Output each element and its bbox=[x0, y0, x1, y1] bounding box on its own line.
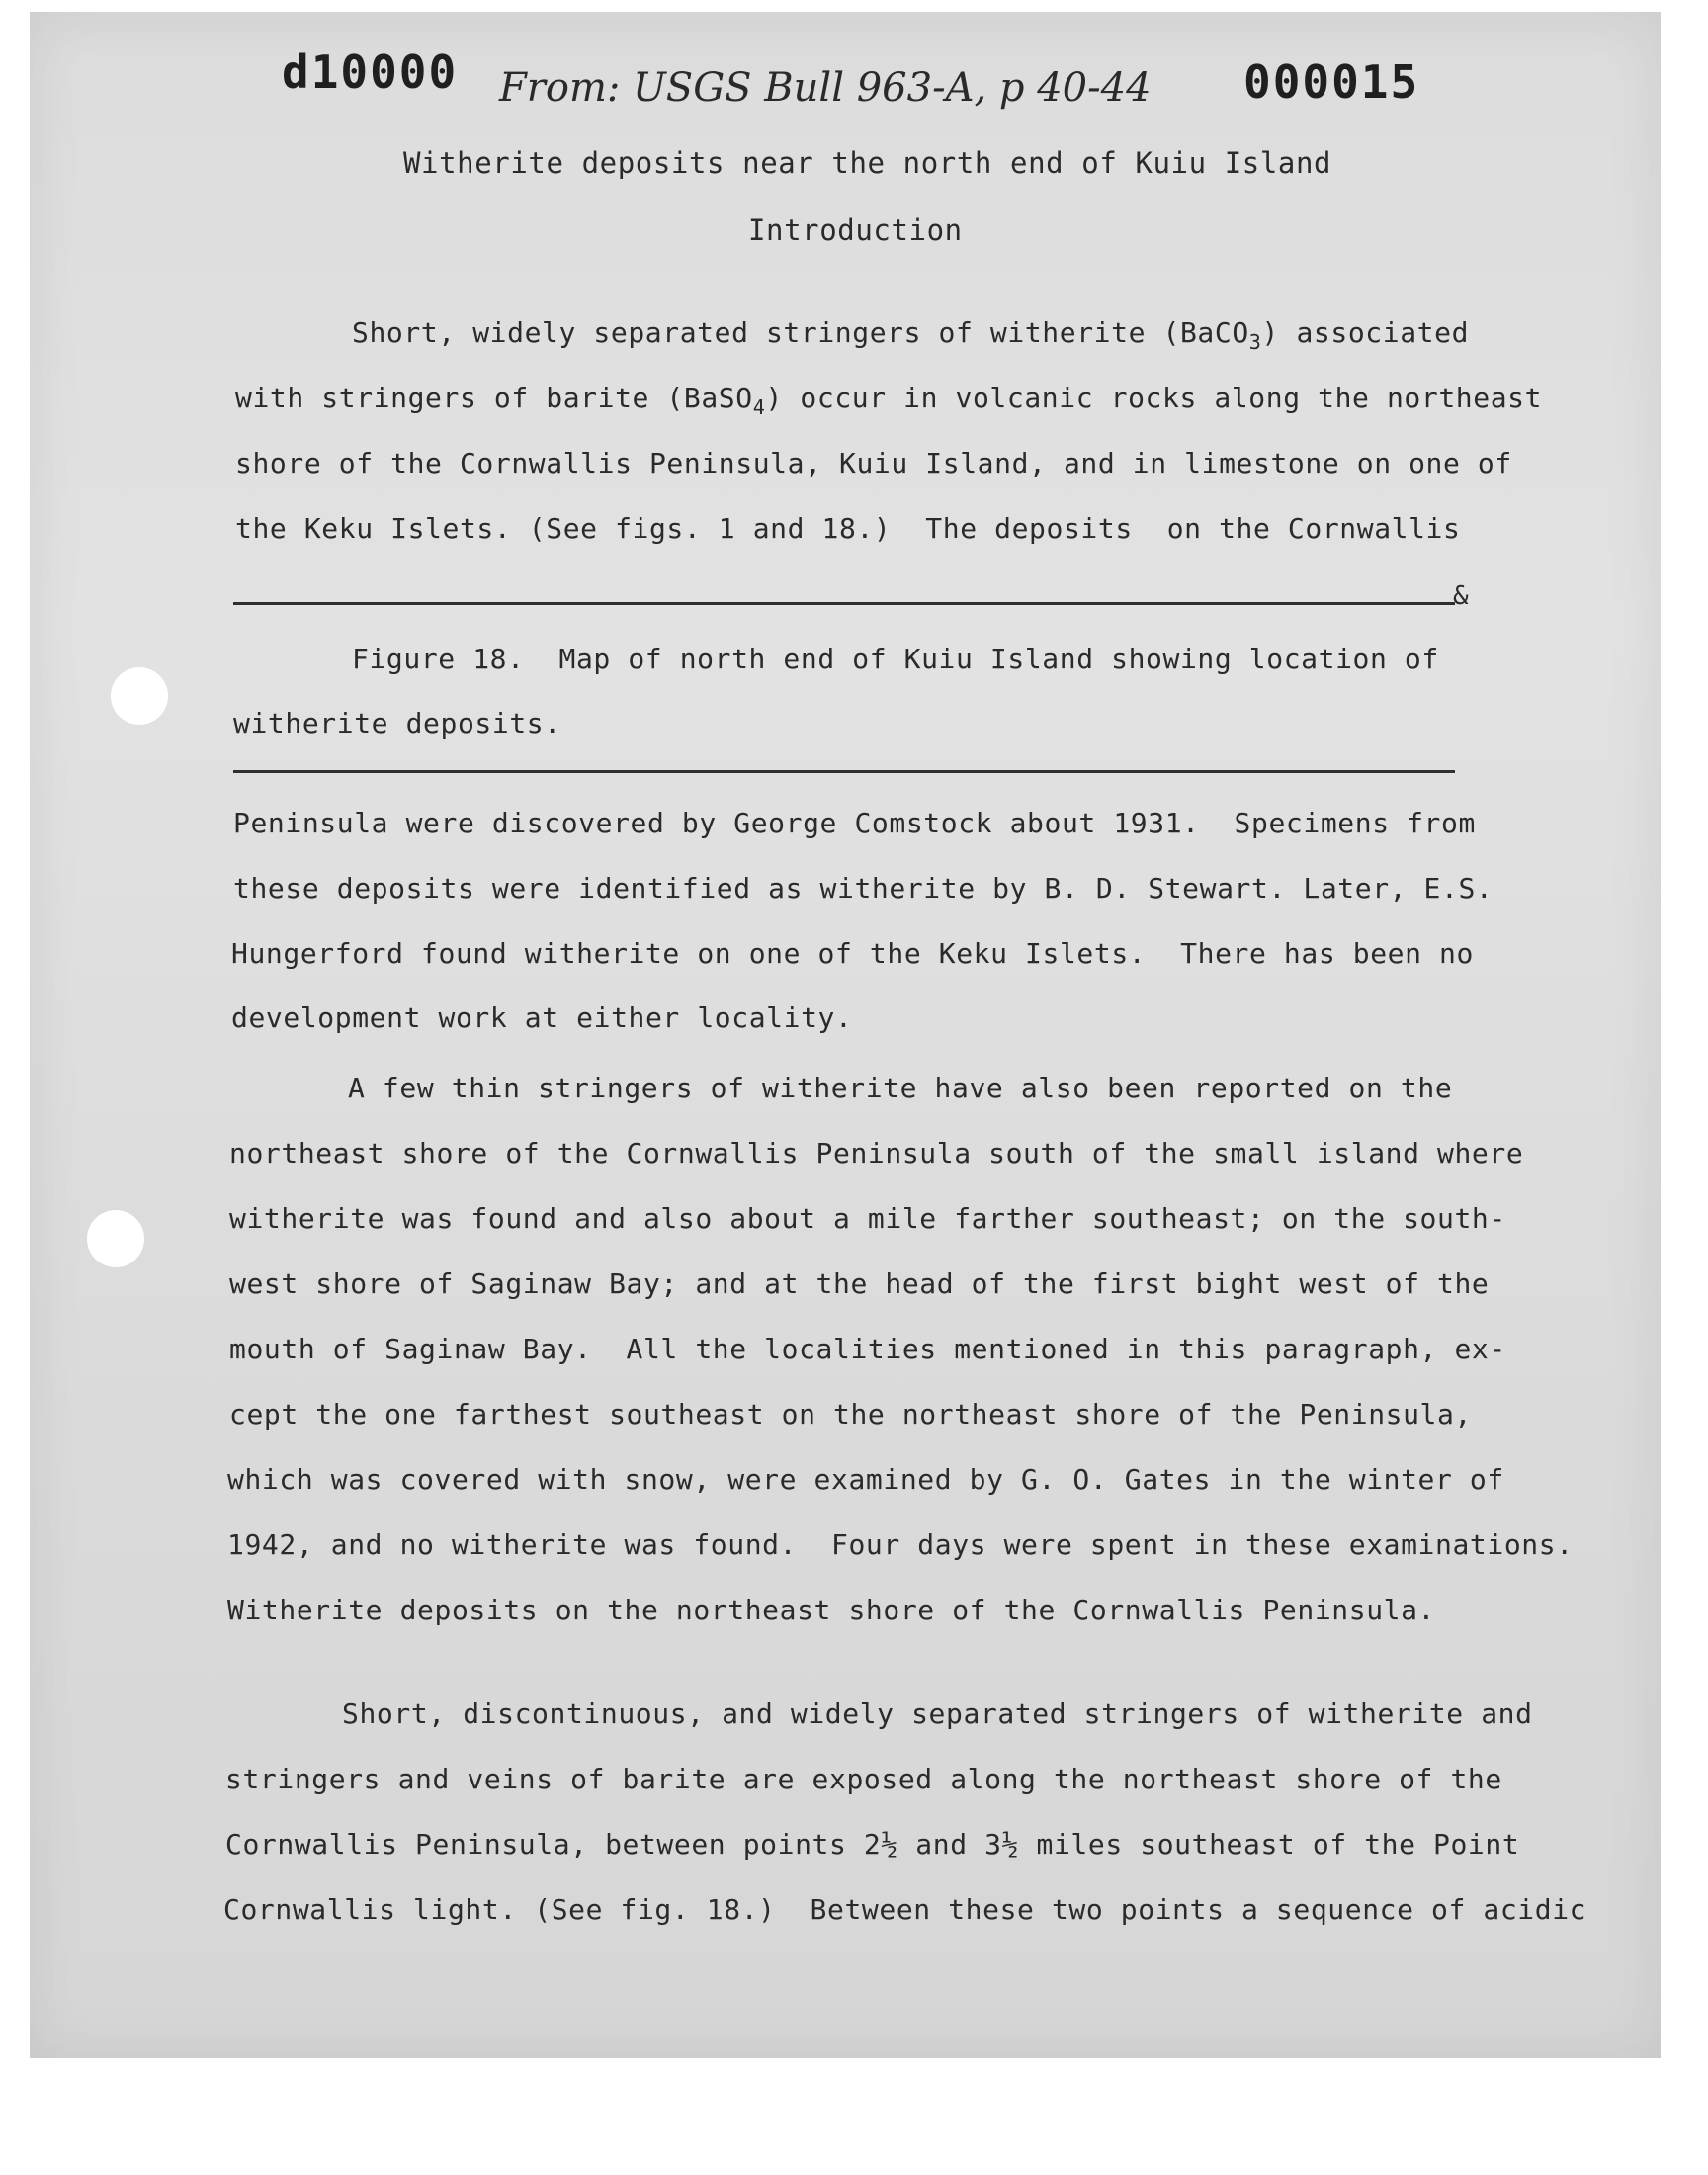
paragraph-line: A few thin stringers of witherite have also been reported on the bbox=[348, 1072, 1453, 1104]
punch-hole bbox=[111, 667, 168, 725]
paragraph-line: Peninsula were discovered by George Comstock about 1931. Specimens from bbox=[233, 807, 1476, 839]
punch-hole bbox=[87, 1210, 144, 1267]
document-id-right: 000015 bbox=[1243, 55, 1420, 109]
paragraph-line: development work at either locality. bbox=[231, 1001, 853, 1034]
paragraph-line: the Keku Islets. (See figs. 1 and 18.) The deposits on the Cornwallis bbox=[235, 512, 1461, 545]
figure-caption-line: witherite deposits. bbox=[233, 707, 561, 740]
paragraph-line: shore of the Cornwallis Peninsula, Kuiu Island, and in limestone on one of bbox=[235, 447, 1512, 479]
paragraph-line: witherite was found and also about a mile farther southeast; on the south- bbox=[229, 1202, 1506, 1235]
ampersand-mark: & bbox=[1453, 581, 1470, 611]
paragraph-line: west shore of Saginaw Bay; and at the head of the first bight west of the bbox=[229, 1267, 1490, 1300]
paragraph-line: Short, widely separated stringers of witherite (BaCO$_3$) associated bbox=[352, 316, 1470, 355]
document-title: Witherite deposits near the north end of Kuiu Island bbox=[403, 146, 1332, 180]
paragraph-line: cept the one farthest southeast on the northeast shore of the Peninsula, bbox=[229, 1398, 1472, 1431]
section-heading: Introduction bbox=[748, 214, 963, 247]
paragraph-line: these deposits were identified as witherite by B. D. Stewart. Later, E.S. bbox=[233, 872, 1494, 905]
divider-rule bbox=[233, 770, 1455, 773]
figure-caption-line: Figure 18. Map of north end of Kuiu Island showing location of bbox=[352, 643, 1439, 675]
paragraph-line: Cornwallis Peninsula, between points 2½ and 3½ miles southeast of the Point bbox=[225, 1828, 1520, 1861]
paragraph-line: northeast shore of the Cornwallis Peninsula south of the small island where bbox=[229, 1137, 1524, 1170]
paragraph-line: Hungerford found witherite on one of the Keku Islets. There has been no bbox=[231, 937, 1474, 970]
paragraph-line: stringers and veins of barite are exposed along the northeast shore of the bbox=[225, 1763, 1502, 1795]
paragraph-line: Witherite deposits on the northeast shore of the Cornwallis Peninsula. bbox=[227, 1594, 1436, 1626]
paragraph-line: with stringers of barite (BaSO$_4$) occur in volcanic rocks along the northeast bbox=[235, 382, 1543, 420]
handwritten-source-note: From: USGS Bull 963-A, p 40-44 bbox=[499, 65, 1152, 111]
paragraph-line: which was covered with snow, were examined by G. O. Gates in the winter of bbox=[227, 1463, 1504, 1496]
paragraph-line: Cornwallis light. (See fig. 18.) Between these two points a sequence of acidic bbox=[223, 1893, 1587, 1926]
paragraph-line: mouth of Saginaw Bay. All the localities mentioned in this paragraph, ex- bbox=[229, 1333, 1506, 1365]
paragraph-line: 1942, and no witherite was found. Four days were spent in these examinations. bbox=[227, 1528, 1574, 1561]
paragraph-line: Short, discontinuous, and widely separated stringers of witherite and bbox=[342, 1697, 1533, 1730]
document-id-left: d10000 bbox=[282, 45, 459, 99]
divider-rule bbox=[233, 602, 1455, 605]
